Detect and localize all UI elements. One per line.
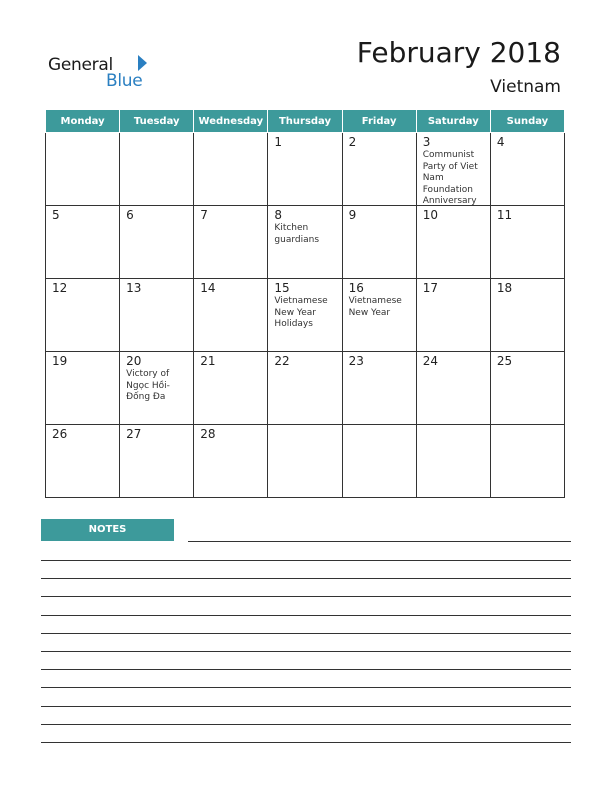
day-cell (342, 206, 416, 279)
weekday-tuesday: Tuesday (120, 110, 194, 133)
day-number: 26 (52, 427, 68, 441)
day-number: 22 (274, 354, 290, 368)
day-number: 21 (200, 354, 216, 368)
day-number: 3 (422, 135, 431, 149)
day-cell (46, 352, 120, 425)
day-number: 28 (200, 427, 216, 441)
notes-line (41, 578, 571, 579)
day-cell (268, 133, 342, 206)
day-cell (416, 425, 490, 498)
weekday-saturday: Saturday (416, 110, 490, 133)
page-title: February 2018 (356, 36, 561, 69)
holiday-label: Communist Party of Viet Nam Foundation Anniversary (422, 150, 478, 205)
weekday-thursday: Thursday (268, 110, 342, 133)
day-cell (194, 206, 268, 279)
day-number: 7 (200, 208, 208, 222)
day-cell (490, 279, 564, 352)
day-cell (342, 425, 416, 498)
day-cell (46, 206, 120, 279)
holiday-label: Vietnamese New Year Holidays (274, 296, 328, 329)
day-number: 15 (274, 281, 290, 295)
day-number: 12 (52, 281, 68, 295)
notes-line (41, 669, 571, 670)
day-cell (342, 352, 416, 425)
logo-text-general: General (48, 55, 113, 75)
day-cell (194, 352, 268, 425)
day-number: 20 (126, 354, 142, 368)
day-cell (120, 425, 194, 498)
day-cell (490, 206, 564, 279)
day-number: 10 (422, 208, 438, 222)
holiday-label: Kitchen guardians (274, 223, 320, 245)
notes-line (41, 724, 571, 725)
week-row (46, 206, 565, 279)
notes-line (41, 596, 571, 597)
day-cell (46, 279, 120, 352)
notes-line (41, 615, 571, 616)
country-label: Vietnam (490, 77, 561, 97)
day-number: 9 (348, 208, 357, 222)
week-row (46, 279, 565, 352)
day-cell (416, 352, 490, 425)
notes-line (41, 706, 571, 707)
day-number: 11 (496, 208, 513, 222)
day-cell (268, 206, 342, 279)
day-number: 6 (126, 208, 134, 222)
day-cell (120, 279, 194, 352)
day-number: 27 (126, 427, 142, 441)
day-cell (46, 133, 120, 206)
day-cell (416, 206, 490, 279)
day-cell (268, 279, 342, 352)
day-number: 5 (52, 208, 60, 222)
weekday-sunday: Sunday (490, 110, 564, 133)
day-number: 8 (274, 208, 283, 222)
logo-text-blue: Blue (106, 71, 143, 91)
day-number: 2 (348, 135, 357, 149)
day-cell (490, 133, 564, 206)
notes-line (41, 560, 571, 561)
calendar-body (46, 133, 565, 498)
day-cell (268, 425, 342, 498)
weekday-friday: Friday (342, 110, 416, 133)
day-cell (268, 352, 342, 425)
day-number: 1 (274, 135, 283, 149)
weekday-wednesday: Wednesday (194, 110, 268, 133)
week-row (46, 425, 565, 498)
day-number: 18 (496, 281, 513, 295)
day-cell (120, 206, 194, 279)
day-number: 24 (422, 354, 438, 368)
weekday-monday: Monday (46, 110, 120, 133)
week-row (46, 352, 565, 425)
day-cell (194, 279, 268, 352)
day-cell (120, 352, 194, 425)
day-number: 4 (496, 135, 505, 149)
notes-tab: NOTES (41, 519, 174, 541)
notes-line (188, 541, 571, 542)
day-number: 17 (422, 281, 438, 295)
day-number: 25 (496, 354, 513, 368)
day-cell (416, 279, 490, 352)
day-number: 14 (200, 281, 216, 295)
holiday-label: Vietnamese New Year (348, 296, 402, 318)
generalblue-logo (48, 52, 148, 92)
holiday-label: Victory of Ngọc Hồi-Đống Đa (126, 369, 170, 402)
notes-line (41, 687, 571, 688)
notes-line (41, 742, 571, 743)
notes-line (41, 633, 571, 634)
day-cell (490, 352, 564, 425)
weekday-header-row (46, 110, 565, 133)
calendar-grid (45, 109, 565, 498)
notes-line (41, 651, 571, 652)
day-cell (342, 133, 416, 206)
day-number: 23 (348, 354, 364, 368)
week-row (46, 133, 565, 206)
day-number: 19 (52, 354, 68, 368)
day-cell (120, 133, 194, 206)
day-cell (342, 279, 416, 352)
day-cell (194, 425, 268, 498)
day-number: 13 (126, 281, 142, 295)
day-number: 16 (348, 281, 364, 295)
day-cell (490, 425, 564, 498)
day-cell (416, 133, 490, 206)
logo-flag-icon (138, 55, 147, 71)
day-cell (46, 425, 120, 498)
day-cell (194, 133, 268, 206)
